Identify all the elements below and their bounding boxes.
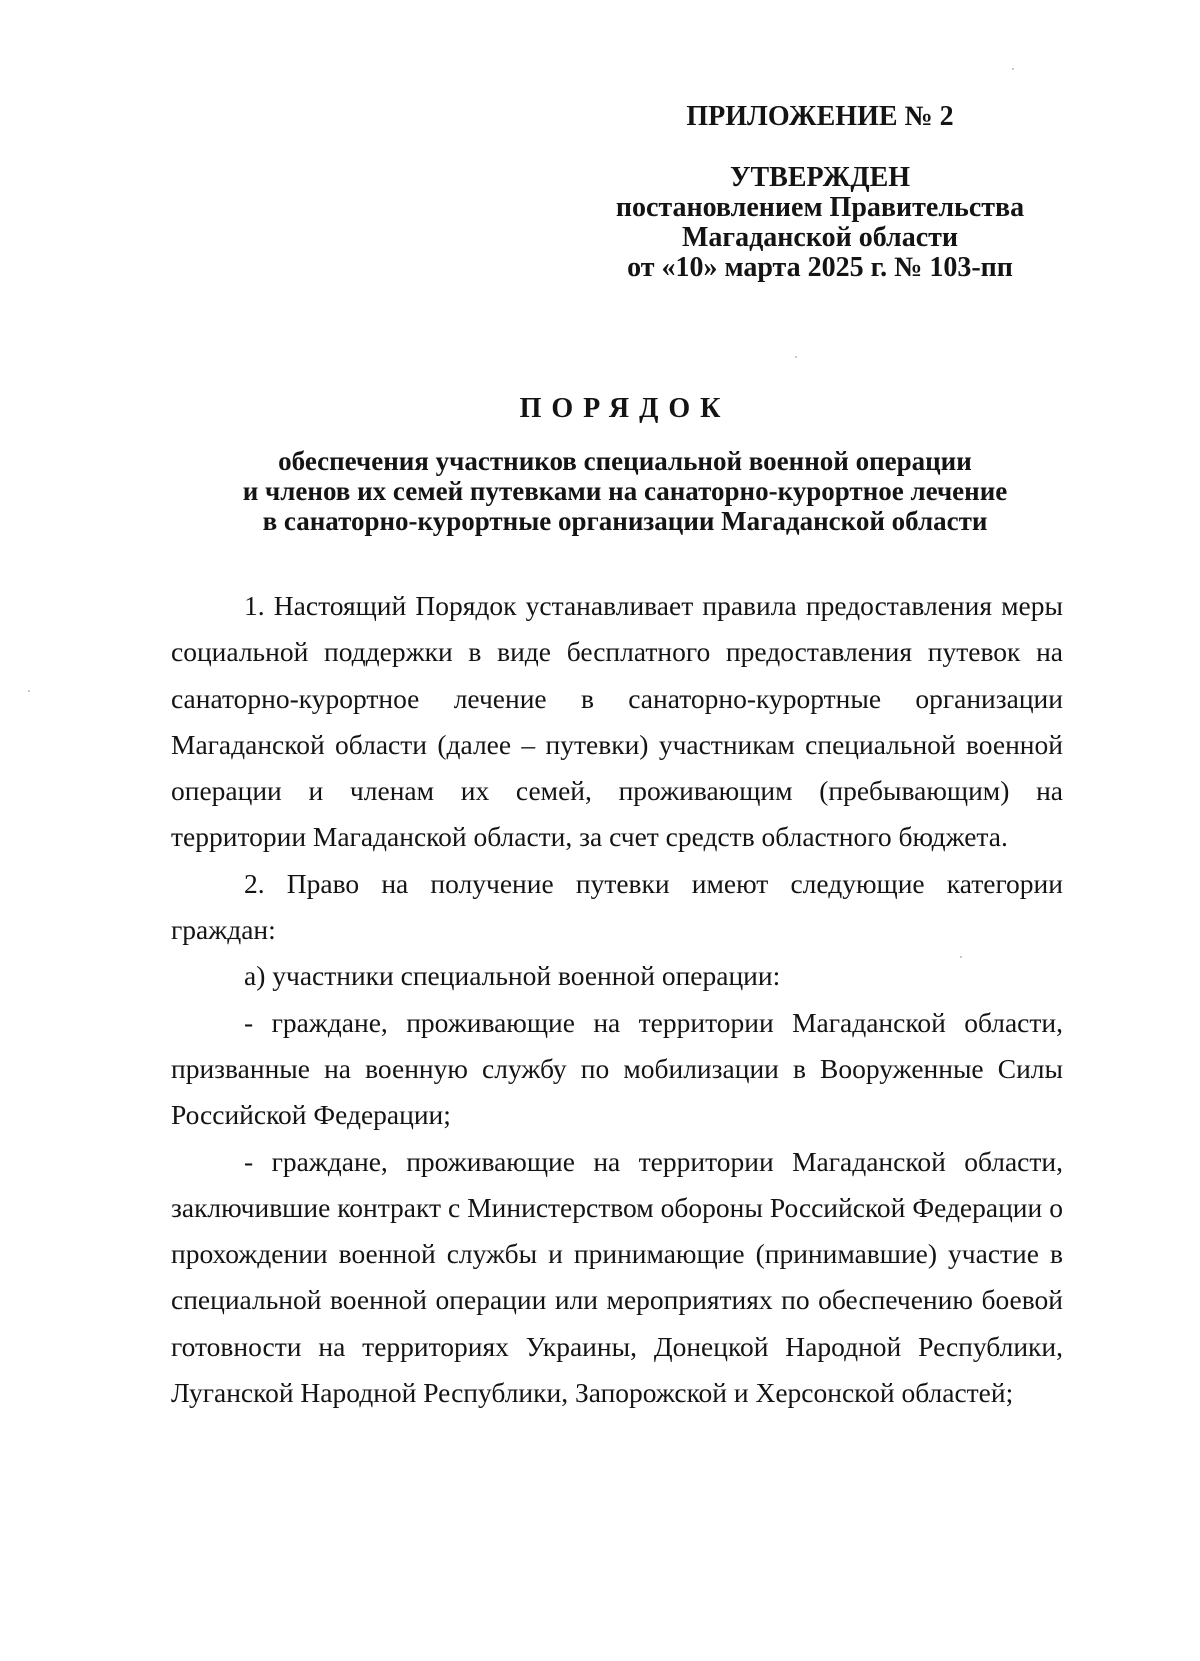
scan-speck	[795, 356, 797, 358]
list-item-contract: - граждане, проживающие на территории Магаданской области, заключившие контракт с Министерством обороны Российской Федерации о прохождении военной службы и принимающие (принимавшие) участие в специальной военной операции или мероприятиях по обеспечению боевой готовности на территориях Украины, Донецкой Народной Республики, Луганской Народной Республики, Запорожской и Херсонской областей;	[171, 1145, 1063, 1409]
document-subtitle-line-3: в санаторно-курортные организации Магаданской области	[262, 506, 988, 536]
document-subtitle-line-2: и членов их семей путевками на санаторно-курортное лечение	[242, 476, 1008, 506]
paragraph-2a: а) участники специальной военной операции:	[244, 960, 781, 992]
document-title-block	[200, 392, 1050, 536]
approved-label: УТВЕРЖДЕН	[729, 162, 911, 193]
paragraph-1: 1. Настоящий Порядок устанавливает правила предоставления меры социальной поддержки в виде бесплатного предоставления путевок на санаторно-курортное лечение в санаторно-курортные организации Магаданской области (далее – путевки) участникам специальной военной операции и членам их семей, проживающим (пребывающим) на территории Магаданской области, за счет средств областного бюджета.	[171, 590, 1063, 853]
scan-speck	[1012, 68, 1014, 70]
approved-by-line: постановлением Правительства	[615, 192, 1025, 223]
list-item-mobilized: - граждане, проживающие на территории Магаданской области, призванные на военную службу по мобилизации в Вооруженные Силы Российской Федерации;	[171, 1006, 1063, 1131]
document-title: ПОРЯДОК	[519, 393, 731, 424]
document-subtitle-line-1: обеспечения участников специальной военной операции	[278, 446, 972, 476]
annex-label: ПРИЛОЖЕНИЕ № 2	[686, 101, 954, 132]
approval-stamp-block	[610, 163, 1030, 283]
approved-date-line: от «10» марта 2025 г. № 103-пп	[627, 252, 1013, 283]
document-body	[171, 583, 1063, 1416]
approved-region-line: Магаданской области	[681, 222, 959, 253]
paragraph-2: 2. Право на получение путевки имеют следующие категории граждан:	[171, 867, 1063, 946]
scan-speck	[960, 956, 962, 958]
annex-heading	[610, 102, 1030, 132]
scan-speck	[28, 690, 30, 692]
